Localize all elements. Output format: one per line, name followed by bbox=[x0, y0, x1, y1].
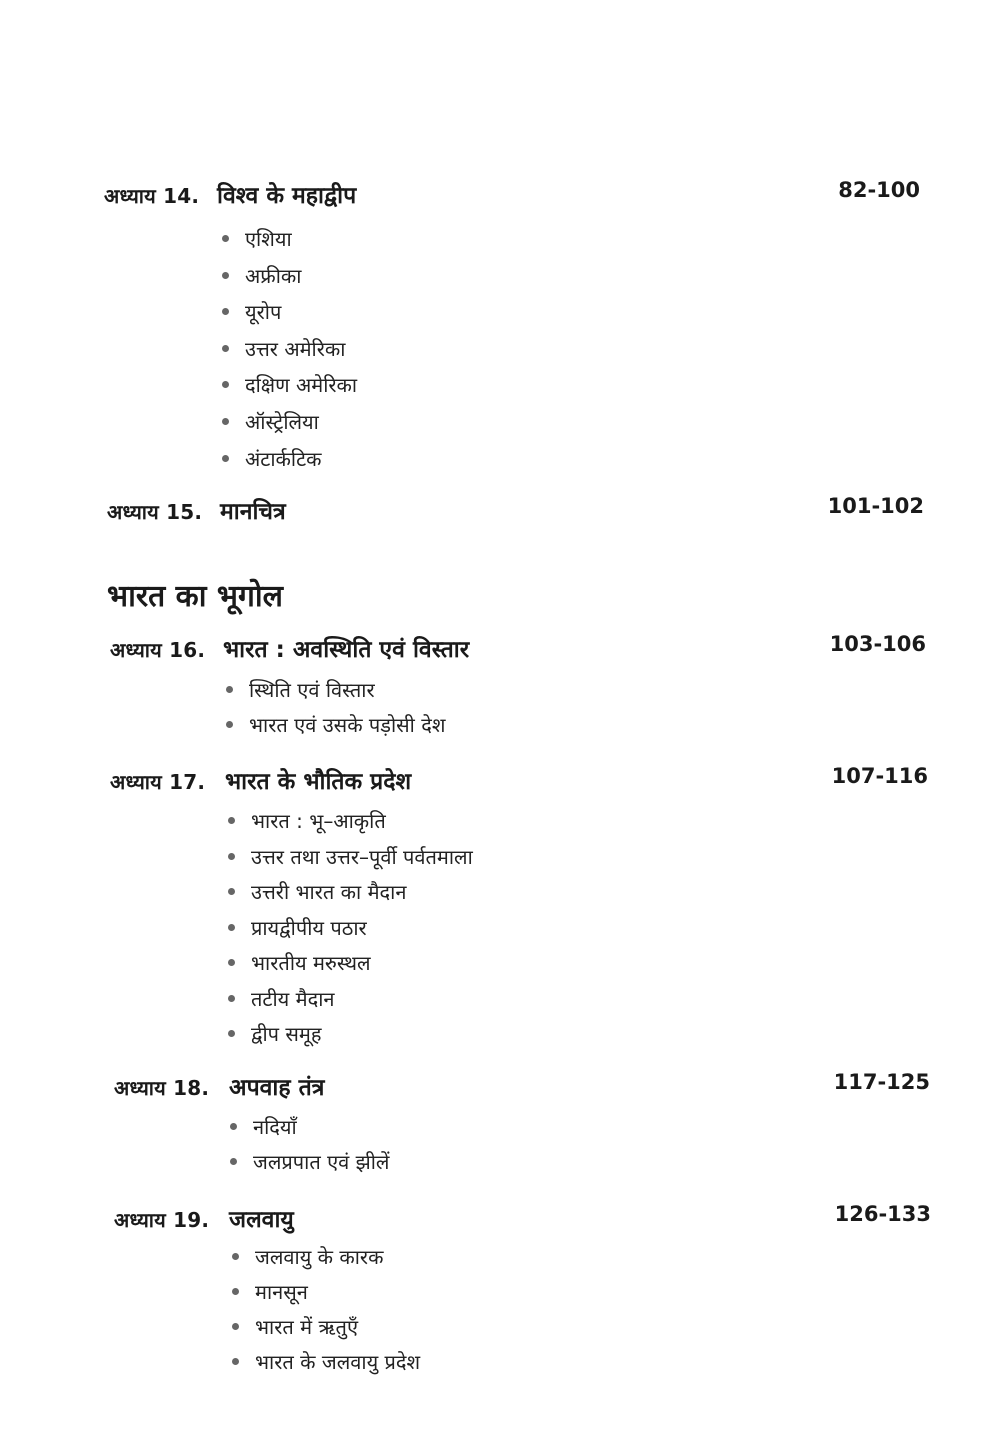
bullet-icon bbox=[226, 686, 233, 693]
bullet-icon bbox=[228, 853, 235, 860]
topic-label: यूरोप bbox=[245, 300, 282, 325]
bullet-icon bbox=[222, 455, 229, 462]
chapter-page-range: 103-106 bbox=[829, 632, 926, 656]
topic-label: नदियाँ bbox=[253, 1115, 297, 1139]
chapter-number: अध्याय 16. bbox=[110, 638, 206, 662]
topic-item bbox=[226, 708, 445, 742]
bullet-icon bbox=[228, 817, 235, 824]
bullet-icon bbox=[222, 418, 229, 425]
topic-label: अफ्रीका bbox=[245, 263, 302, 288]
topic-item bbox=[222, 295, 281, 329]
topic-label: तटीय मैदान bbox=[251, 986, 335, 1011]
topic-label: भारत में ऋतुएँ bbox=[255, 1315, 359, 1339]
chapter-title: जलवायु bbox=[229, 1207, 294, 1233]
chapter-heading bbox=[0, 1202, 1000, 1242]
topic-label: जलवायु के कारक bbox=[255, 1245, 384, 1269]
topic-label: भारत के जलवायु प्रदेश bbox=[255, 1350, 421, 1374]
topic-label: मानसून bbox=[255, 1280, 308, 1304]
bullet-icon bbox=[232, 1323, 239, 1330]
topic-item bbox=[222, 405, 319, 439]
topic-label: उत्तरी भारत का मैदान bbox=[251, 880, 407, 904]
bullet-icon bbox=[230, 1158, 237, 1165]
topic-label: भारत : भू–आकृति bbox=[251, 809, 386, 833]
section-title: भारत का भूगोल bbox=[107, 579, 284, 614]
chapter-page-range: 107-116 bbox=[831, 764, 928, 788]
topic-label: दक्षिण अमेरिका bbox=[245, 373, 358, 398]
topic-label: एशिया bbox=[245, 227, 292, 251]
bullet-icon bbox=[228, 959, 235, 966]
chapter-page-range: 117-125 bbox=[833, 1070, 930, 1094]
topic-item bbox=[222, 442, 322, 476]
bullet-icon bbox=[226, 721, 233, 728]
topic-item bbox=[228, 875, 406, 909]
topic-label: भारत एवं उसके पड़ोसी देश bbox=[249, 713, 446, 737]
topic-item bbox=[222, 222, 292, 256]
bullet-icon bbox=[228, 924, 235, 931]
chapter-page-range: 126-133 bbox=[834, 1202, 931, 1226]
topic-item bbox=[228, 911, 367, 945]
bullet-icon bbox=[222, 308, 229, 315]
topic-item bbox=[228, 946, 371, 980]
bullet-icon bbox=[222, 235, 229, 242]
chapter-title: भारत के भौतिक प्रदेश bbox=[225, 769, 412, 795]
chapter-heading bbox=[0, 178, 1000, 218]
chapter-title: भारत : अवस्थिति एवं विस्तार bbox=[223, 637, 470, 663]
bullet-icon bbox=[232, 1253, 239, 1260]
topic-item bbox=[232, 1310, 358, 1344]
topic-item bbox=[222, 332, 345, 366]
topic-item bbox=[222, 368, 357, 402]
bullet-icon bbox=[232, 1358, 239, 1365]
topic-label: उत्तर तथा उत्तर–पूर्वी पर्वतमाला bbox=[251, 844, 473, 869]
bullet-icon bbox=[222, 272, 229, 279]
bullet-icon bbox=[228, 888, 235, 895]
chapter-heading bbox=[0, 632, 1000, 672]
chapter-heading bbox=[0, 764, 1000, 804]
chapter-page-range: 101-102 bbox=[827, 494, 924, 518]
topic-label: स्थिति एवं विस्तार bbox=[249, 678, 375, 702]
chapter-number: अध्याय 19. bbox=[114, 1208, 210, 1232]
chapter-heading bbox=[0, 1070, 1000, 1110]
topic-label: उत्तर अमेरिका bbox=[245, 336, 346, 361]
chapter-page-range: 82-100 bbox=[838, 178, 920, 202]
topic-label: ऑस्ट्रेलिया bbox=[245, 410, 319, 434]
chapter-number: अध्याय 18. bbox=[114, 1076, 210, 1100]
chapter-title: अपवाह तंत्र bbox=[229, 1075, 325, 1101]
topic-item bbox=[230, 1145, 389, 1179]
topic-item bbox=[232, 1240, 383, 1274]
bullet-icon bbox=[230, 1123, 237, 1130]
topic-item bbox=[222, 259, 301, 293]
topic-label: जलप्रपात एवं झीलें bbox=[253, 1150, 390, 1174]
chapter-number: अध्याय 15. bbox=[107, 500, 203, 524]
topic-item bbox=[230, 1110, 297, 1144]
chapter-number: अध्याय 17. bbox=[110, 770, 206, 794]
topic-item bbox=[226, 673, 375, 707]
bullet-icon bbox=[228, 1030, 235, 1037]
topic-item bbox=[228, 804, 386, 838]
chapter-title: मानचित्र bbox=[220, 499, 286, 525]
bullet-icon bbox=[222, 381, 229, 388]
chapter-number: अध्याय 14. bbox=[104, 184, 200, 208]
bullet-icon bbox=[222, 345, 229, 352]
topic-item bbox=[228, 840, 473, 874]
topic-item bbox=[228, 1017, 322, 1051]
topic-item bbox=[228, 982, 334, 1016]
bullet-icon bbox=[228, 995, 235, 1002]
topic-label: भारतीय मरुस्थल bbox=[251, 951, 371, 975]
topic-label: अंटार्कटिक bbox=[245, 446, 322, 471]
topic-item bbox=[232, 1275, 308, 1309]
topic-label: प्रायद्वीपीय पठार bbox=[251, 915, 367, 940]
topic-item bbox=[232, 1345, 420, 1379]
chapter-title: विश्व के महाद्वीप bbox=[217, 183, 357, 209]
bullet-icon bbox=[232, 1288, 239, 1295]
chapter-heading bbox=[0, 494, 1000, 534]
topic-label: द्वीप समूह bbox=[251, 1022, 322, 1046]
